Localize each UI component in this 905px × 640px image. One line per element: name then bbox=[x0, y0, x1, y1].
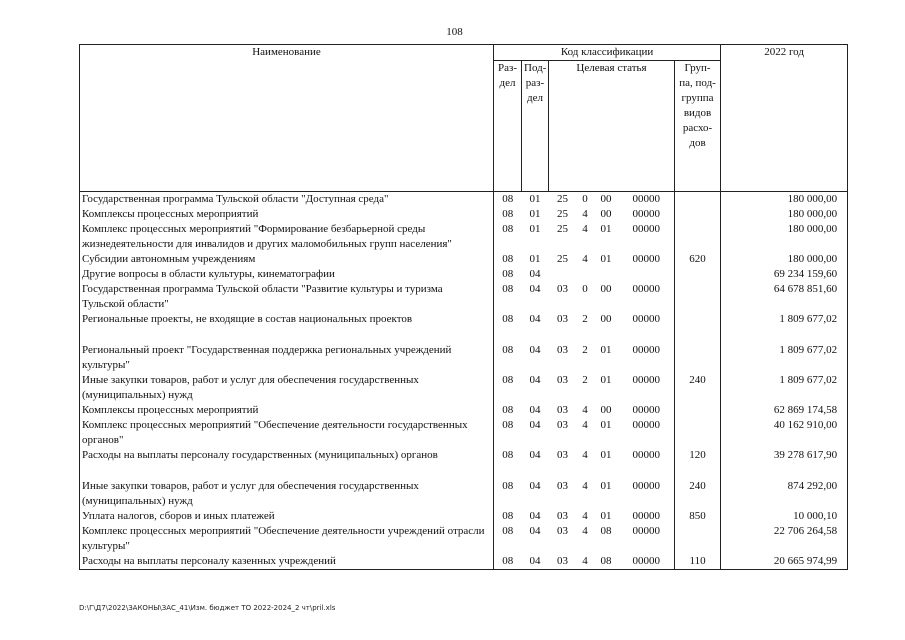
code-t4: 00000 bbox=[619, 373, 675, 403]
code-t3: 01 bbox=[600, 480, 612, 492]
expense-group-header-line: Груп- bbox=[684, 62, 711, 74]
amount-2022: 180 000,00 bbox=[721, 252, 848, 267]
table-row bbox=[80, 252, 848, 267]
subsection-header-line: дел bbox=[527, 92, 543, 104]
expense-group-code: 120 bbox=[675, 448, 721, 463]
code-razdel: 08 bbox=[494, 373, 522, 403]
code-t4: 00000 bbox=[619, 312, 675, 327]
table-row bbox=[80, 524, 848, 554]
code-t1: 03 bbox=[557, 374, 568, 386]
code-podrazdel: 04 bbox=[529, 449, 541, 461]
code-t4: 00000 bbox=[619, 403, 675, 418]
code-podrazdel: 04 bbox=[529, 525, 541, 537]
amount-2022: 180 000,00 bbox=[721, 207, 848, 222]
column-header-subsection bbox=[522, 61, 549, 192]
code-podrazdel: 01 bbox=[529, 208, 541, 220]
row-name: Расходы на выплаты персоналу государственных (муниципальных) органов bbox=[80, 448, 494, 463]
code-razdel: 08 bbox=[494, 479, 522, 509]
table-row bbox=[80, 554, 848, 570]
code-t3: 00 bbox=[600, 283, 612, 295]
code-t1: 25 bbox=[557, 208, 568, 220]
code-razdel: 08 bbox=[494, 524, 522, 554]
section-header-line: Раз- bbox=[497, 62, 517, 74]
table-row bbox=[80, 312, 848, 327]
row-name: Комплекс процессных мероприятий "Формирование безбарьерной среды жизнедеятельности для инвалидов и других маломобильных групп населения" bbox=[80, 222, 494, 252]
amount-2022: 874 292,00 bbox=[721, 479, 848, 509]
expense-group-code bbox=[675, 192, 721, 208]
row-name: Уплата налогов, сборов и иных платежей bbox=[80, 509, 494, 524]
subsection-header-line: раз- bbox=[525, 77, 545, 89]
code-t3: 01 bbox=[600, 344, 612, 356]
row-name: Комплексы процессных мероприятий bbox=[80, 403, 494, 418]
code-podrazdel: 04 bbox=[529, 419, 541, 431]
code-t4: 00000 bbox=[619, 252, 675, 267]
code-podrazdel: 04 bbox=[529, 510, 541, 522]
expense-group-code bbox=[675, 222, 721, 252]
row-name: Иные закупки товаров, работ и услуг для обеспечения государственных (муниципальных) нужд bbox=[80, 479, 494, 509]
code-razdel: 08 bbox=[494, 403, 522, 418]
code-razdel: 08 bbox=[494, 207, 522, 222]
expense-group-code: 850 bbox=[675, 509, 721, 524]
code-t4: 00000 bbox=[619, 418, 675, 448]
row-name: Региональные проекты, не входящие в состав национальных проектов bbox=[80, 312, 494, 327]
code-t2: 0 bbox=[582, 283, 588, 295]
column-header-target-article: Целевая статья bbox=[549, 61, 675, 192]
code-razdel: 08 bbox=[494, 192, 522, 208]
code-t3: 01 bbox=[600, 253, 612, 265]
code-t1: 03 bbox=[557, 480, 568, 492]
row-name: Расходы на выплаты персоналу казенных учреждений bbox=[80, 554, 494, 570]
expense-group-code: 620 bbox=[675, 252, 721, 267]
amount-2022: 180 000,00 bbox=[721, 222, 848, 252]
code-t3: 01 bbox=[600, 449, 612, 461]
row-spacer bbox=[80, 463, 848, 479]
row-name: Региональный проект "Государственная поддержка региональных учреждений культуры" bbox=[80, 343, 494, 373]
code-t1: 03 bbox=[557, 404, 568, 416]
table-row bbox=[80, 403, 848, 418]
amount-2022: 1 809 677,02 bbox=[721, 312, 848, 327]
code-t1: 25 bbox=[557, 223, 568, 235]
code-t4: 00000 bbox=[619, 554, 675, 570]
code-t2: 4 bbox=[582, 208, 588, 220]
code-podrazdel: 01 bbox=[529, 223, 541, 235]
table-row bbox=[80, 373, 848, 403]
code-t3: 00 bbox=[600, 404, 612, 416]
amount-2022: 20 665 974,99 bbox=[721, 554, 848, 570]
code-razdel: 08 bbox=[494, 282, 522, 312]
row-name: Комплексы процессных мероприятий bbox=[80, 207, 494, 222]
row-name: Государственная программа Тульской области "Развитие культуры и туризма Тульской области" bbox=[80, 282, 494, 312]
code-t2: 0 bbox=[582, 193, 588, 205]
code-razdel: 08 bbox=[494, 312, 522, 327]
expense-group-code bbox=[675, 312, 721, 327]
code-podrazdel: 04 bbox=[529, 313, 541, 325]
code-razdel: 08 bbox=[494, 222, 522, 252]
amount-2022: 64 678 851,60 bbox=[721, 282, 848, 312]
code-t4: 00000 bbox=[619, 282, 675, 312]
code-t1: 03 bbox=[557, 510, 568, 522]
code-podrazdel: 04 bbox=[529, 480, 541, 492]
column-header-section bbox=[494, 61, 522, 192]
expense-group-code bbox=[675, 207, 721, 222]
code-t3: 01 bbox=[600, 510, 612, 522]
code-t2: 2 bbox=[582, 313, 588, 325]
expense-group-header-line: расхо- bbox=[682, 122, 713, 134]
row-name: Субсидии автономным учреждениям bbox=[80, 252, 494, 267]
code-t1: 25 bbox=[557, 193, 568, 205]
table-body bbox=[80, 192, 848, 570]
subsection-header-line: Под- bbox=[524, 62, 547, 74]
code-t4: 00000 bbox=[619, 343, 675, 373]
expense-group-header-line: группа bbox=[681, 92, 714, 104]
column-header-classification-code: Код классификации bbox=[494, 45, 721, 61]
expense-group-code: 110 bbox=[675, 554, 721, 570]
expense-group-code bbox=[675, 267, 721, 282]
code-t4: 00000 bbox=[619, 524, 675, 554]
code-t3: 01 bbox=[600, 223, 612, 235]
code-t1: 03 bbox=[557, 344, 568, 356]
code-podrazdel: 04 bbox=[522, 554, 549, 570]
table-row bbox=[80, 267, 848, 282]
code-t3: 08 bbox=[600, 525, 612, 537]
table-row bbox=[80, 192, 848, 208]
code-t2: 4 bbox=[582, 449, 588, 461]
table-row bbox=[80, 222, 848, 252]
expense-group-code bbox=[675, 403, 721, 418]
code-t2: 4 bbox=[582, 480, 588, 492]
code-t1: 03 bbox=[557, 525, 568, 537]
column-header-expense-group bbox=[675, 61, 721, 192]
code-t3: 00 bbox=[600, 193, 612, 205]
expense-group-header-line: па, под- bbox=[679, 77, 716, 89]
table-row bbox=[80, 282, 848, 312]
table-row bbox=[80, 509, 848, 524]
row-name: Другие вопросы в области культуры, кинематографии bbox=[80, 267, 494, 282]
code-t2: 4 bbox=[582, 223, 588, 235]
file-path-footer: D:\Г\Д7\2022\ЗАКОНЫ\ЗАС_41\Изм. бюджет ТО 2022-2024_2 чт\pril.xls bbox=[79, 604, 336, 612]
code-t1 bbox=[549, 267, 577, 282]
code-t2: 4 bbox=[582, 525, 588, 537]
table-row bbox=[80, 343, 848, 373]
code-t2: 4 bbox=[577, 554, 594, 570]
code-razdel: 08 bbox=[494, 252, 522, 267]
code-razdel: 08 bbox=[494, 554, 522, 570]
code-t4: 00000 bbox=[619, 448, 675, 463]
code-t2: 4 bbox=[582, 419, 588, 431]
amount-2022: 1 809 677,02 bbox=[721, 373, 848, 403]
amount-2022: 10 000,10 bbox=[721, 509, 848, 524]
expense-group-code: 240 bbox=[675, 479, 721, 509]
code-t4: 00000 bbox=[619, 479, 675, 509]
row-name: Комплекс процессных мероприятий "Обеспечение деятельности учреждений отрасли культуры" bbox=[80, 524, 494, 554]
amount-2022: 40 162 910,00 bbox=[721, 418, 848, 448]
row-name: Государственная программа Тульской области "Доступная среда" bbox=[80, 192, 494, 208]
column-header-year: 2022 год bbox=[721, 45, 848, 192]
amount-2022: 1 809 677,02 bbox=[721, 343, 848, 373]
code-t3: 00 bbox=[600, 208, 612, 220]
code-t1: 25 bbox=[557, 253, 568, 265]
table-row bbox=[80, 207, 848, 222]
code-podrazdel: 04 bbox=[529, 404, 541, 416]
code-podrazdel: 01 bbox=[529, 253, 541, 265]
code-t4 bbox=[619, 267, 675, 282]
expense-group-code bbox=[675, 343, 721, 373]
amount-2022: 62 869 174,58 bbox=[721, 403, 848, 418]
code-t1: 03 bbox=[557, 283, 568, 295]
code-razdel: 08 bbox=[494, 448, 522, 463]
code-t3: 08 bbox=[594, 554, 619, 570]
table-row bbox=[80, 418, 848, 448]
code-razdel: 08 bbox=[494, 509, 522, 524]
budget-table bbox=[79, 44, 848, 570]
amount-2022: 69 234 159,60 bbox=[721, 267, 848, 282]
code-podrazdel: 01 bbox=[529, 193, 541, 205]
code-t2 bbox=[577, 267, 594, 282]
expense-group-code bbox=[675, 418, 721, 448]
amount-2022: 180 000,00 bbox=[721, 192, 848, 208]
amount-2022: 39 278 617,90 bbox=[721, 448, 848, 463]
code-razdel: 08 bbox=[494, 418, 522, 448]
section-header-line: дел bbox=[499, 77, 516, 89]
code-t2: 4 bbox=[582, 253, 588, 265]
expense-group-code: 240 bbox=[675, 373, 721, 403]
code-podrazdel: 04 bbox=[529, 374, 541, 386]
expense-group-header-line: дов bbox=[689, 137, 706, 149]
code-t3: 00 bbox=[600, 313, 612, 325]
code-razdel: 08 bbox=[494, 267, 522, 282]
row-name: Иные закупки товаров, работ и услуг для обеспечения государственных (муниципальных) нужд bbox=[80, 373, 494, 403]
code-t2: 2 bbox=[582, 374, 588, 386]
code-t1: 03 bbox=[557, 313, 568, 325]
code-t4: 00000 bbox=[619, 509, 675, 524]
code-t4: 00000 bbox=[619, 207, 675, 222]
code-t3: 01 bbox=[600, 374, 612, 386]
code-t4: 00000 bbox=[619, 222, 675, 252]
code-t1: 03 bbox=[557, 449, 568, 461]
table-row bbox=[80, 479, 848, 509]
code-podrazdel: 04 bbox=[529, 268, 541, 280]
column-header-name: Наименование bbox=[80, 45, 494, 192]
code-t4: 00000 bbox=[619, 192, 675, 208]
page-number: 108 bbox=[446, 26, 463, 38]
table-row bbox=[80, 448, 848, 463]
row-name: Комплекс процессных мероприятий "Обеспечение деятельности государственных органов" bbox=[80, 418, 494, 448]
expense-group-header-line: видов bbox=[683, 107, 712, 119]
code-podrazdel: 04 bbox=[529, 283, 541, 295]
code-t3 bbox=[594, 267, 619, 282]
expense-group-code bbox=[675, 282, 721, 312]
code-razdel: 08 bbox=[494, 343, 522, 373]
code-podrazdel: 04 bbox=[529, 344, 541, 356]
code-t3: 01 bbox=[600, 419, 612, 431]
code-t2: 4 bbox=[582, 404, 588, 416]
code-t1: 03 bbox=[549, 554, 577, 570]
code-t1: 03 bbox=[557, 419, 568, 431]
expense-group-code bbox=[675, 524, 721, 554]
code-t2: 2 bbox=[582, 344, 588, 356]
code-t2: 4 bbox=[582, 510, 588, 522]
row-spacer bbox=[80, 327, 848, 343]
amount-2022: 22 706 264,58 bbox=[721, 524, 848, 554]
